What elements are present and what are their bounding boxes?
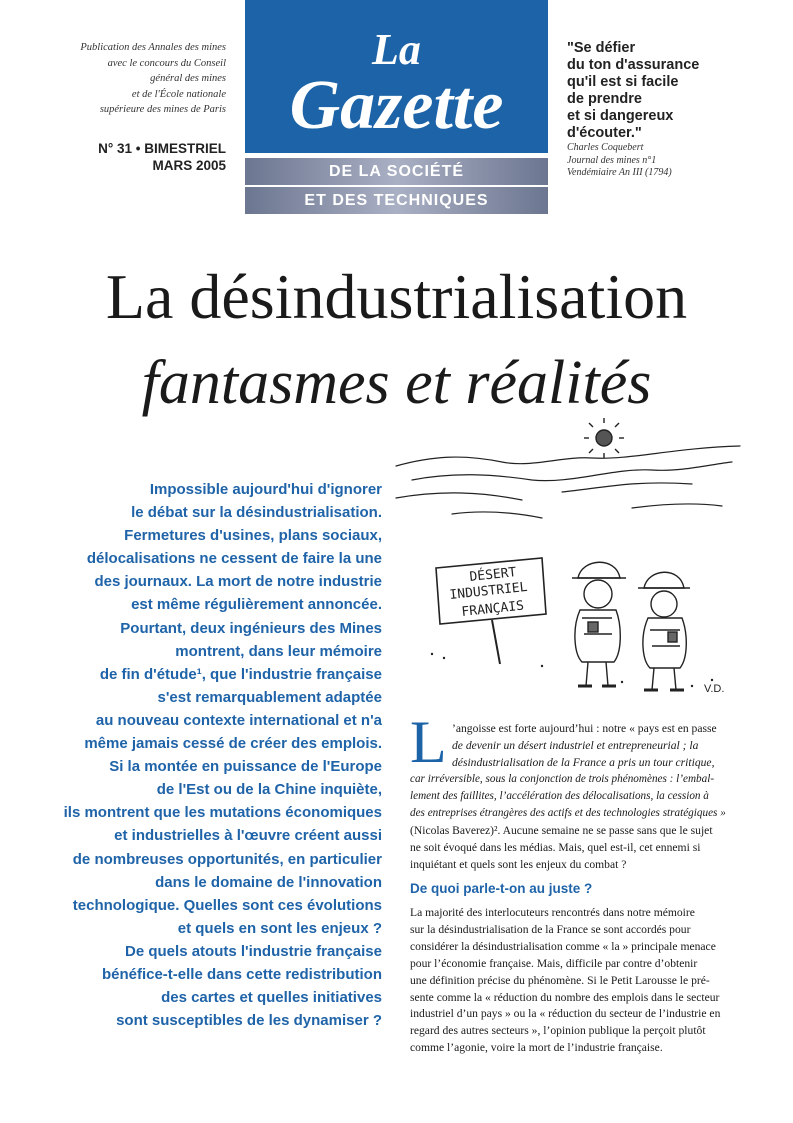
body-line: sur la désindustrialisation de la France se sont accordés pour [410, 922, 691, 936]
body-line: de devenir un désert industriel et entrepreneurial ; la [452, 739, 699, 752]
masthead-subtitle-band-2: ET DES TECHNIQUES [245, 187, 548, 214]
publisher-line: avec le concours du Conseil [107, 57, 226, 69]
body-paragraph-2 [410, 905, 750, 1057]
publisher-line: et de l'École nationale [131, 88, 226, 100]
quote-line: qu'il est si facile [567, 74, 679, 90]
lead-line: montrent, dans leur mémoire [175, 642, 382, 660]
body-line: considérer la désindustrialisation comme « la » principale menace [410, 939, 716, 953]
quote-line: du ton d'assurance [567, 57, 700, 73]
lead-line: délocalisations ne cessent de faire la une [86, 550, 382, 568]
sign-text-2: INDUSTRIEL [448, 579, 529, 603]
quote-line: et si dangereux [567, 108, 674, 124]
body-line: inquiétant et quels sont les enjeux du combat ? [410, 858, 627, 871]
lead-line: sont susceptibles de les dynamiser ? [116, 1012, 382, 1030]
lead-line: est même régulièrement annoncée. [131, 596, 382, 614]
cartoon-signature: V.D. [704, 683, 725, 695]
lead-line: et quels en sont les enjeux ? [177, 919, 382, 937]
lead-line: s'est remarquablement adaptée [157, 688, 382, 706]
masthead-gazette: Gazette [289, 67, 504, 144]
publisher-line: Publication des Annales des mines [80, 42, 226, 53]
lead-line: Impossible aujourd'hui d'ignorer [149, 481, 382, 498]
explorer-figure-right [638, 572, 690, 690]
body-line: des entreprises étrangères des actifs et des technologies stratégiques » [410, 807, 726, 819]
quote-line: "Se défier [567, 40, 636, 56]
publisher-line: supérieure des mines de Paris [99, 104, 226, 115]
drop-cap: L [410, 709, 447, 775]
body-line: sente comme la « réduction du nombre des emplois dans le secteur [410, 990, 720, 1004]
quote-source-line: Journal des mines n°1 [567, 154, 657, 166]
lead-line: des cartes et quelles initiatives [161, 989, 382, 1007]
body-line: car irréversible, sous la conjonction de trois phénomènes : l’embal- [410, 773, 715, 785]
explorer-figure-left [572, 562, 626, 686]
lead-line: Pourtant, deux ingénieurs des Mines [120, 619, 382, 637]
lead-line: le débat sur la désindustrialisation. [131, 504, 382, 522]
section-heading: De quoi parle-t-on au juste ? [410, 881, 593, 896]
lead-line: technologique. Quelles sont ces évolutions [72, 896, 382, 914]
lead-line: bénéfice-t-elle dans cette redistribution [101, 965, 382, 983]
lead-line: des journaux. La mort de notre industrie [94, 573, 382, 591]
issue-date: MARS 2005 [152, 158, 226, 173]
lead-line: dans le domaine de l'innovation [155, 873, 382, 891]
body-line: désindustrialisation de la France a pris un tour critique, [452, 756, 715, 769]
lead-line: de nombreuses opportunités, en particulier [72, 850, 382, 868]
article-subtitle: fantasmes et réalités [141, 349, 652, 417]
body-line: ’angoisse est forte aujourd’hui : notre « pays est en passe [452, 722, 717, 735]
publisher-line: général des mines [150, 73, 226, 84]
lead-line: et industrielles à l'œuvre créent aussi [114, 827, 382, 845]
lead-line: même jamais cessé de créer des emplois. [84, 735, 382, 753]
body-line: ne soit évoqué dans les médias. Mais, quel est-il, cet ennemi si [410, 841, 701, 854]
desert-dunes [396, 446, 740, 518]
masthead-subtitle-band-1: DE LA SOCIÉTÉ [245, 158, 548, 185]
sign-text-1: DÉSERT [468, 565, 518, 585]
cartoon-illustration [392, 418, 744, 700]
lead-line: de l'Est ou de la Chine inquiète, [156, 781, 382, 799]
quote-line: d'écouter." [567, 125, 642, 141]
sun-icon [584, 418, 624, 458]
article-title: La désindustrialisation [105, 261, 688, 332]
body-line: regard des autres secteurs », l’opinion publique la perçoit plutôt [410, 1024, 706, 1038]
quote-line: de prendre [567, 91, 642, 107]
body-line: (Nicolas Baverez)². Aucune semaine ne se passe sans que le sujet [410, 824, 713, 837]
quote-source-line: Vendémiaire An III (1794) [567, 167, 672, 178]
lead-line: ils montrent que les mutations économiques [63, 804, 382, 822]
body-line: comme l’agonie, voire la mort de l’industrie française. [410, 1041, 663, 1055]
quote-source-line: Charles Coquebert [567, 142, 644, 153]
lead-paragraph [48, 478, 382, 1032]
body-line: une définition précise du phénomène. Si le Petit Larousse le pré- [410, 973, 710, 987]
quote-source [567, 142, 767, 180]
body-line: industriel d’un pays » ou la « réduction du secteur de l’industrie en [410, 1007, 721, 1021]
desert-sign [436, 558, 546, 664]
body-line: La majorité des interlocuteurs rencontrés dans notre mémoire [410, 906, 695, 919]
epigraph-quote [567, 40, 767, 142]
publisher-info [40, 40, 226, 118]
lead-line: de fin d'étude¹, que l'industrie française [99, 665, 382, 683]
body-line: pour l’économie française. Mais, difficile par contre d’obtenir [410, 956, 698, 970]
lead-line: Fermetures d'usines, plans sociaux, [124, 527, 382, 545]
sign-text-3: FRANÇAIS [460, 598, 525, 620]
body-paragraph-1 [410, 720, 750, 873]
lead-line: De quels atouts l'industrie française [125, 942, 382, 960]
lead-line: Si la montée en puissance de l'Europe [109, 758, 382, 776]
lead-line: au nouveau contexte international et n'a [95, 711, 382, 729]
issue-info [40, 140, 226, 174]
body-line: lement des faillites, l’accélération des délocalisations, la cession à [410, 790, 709, 802]
issue-number: N° 31 • BIMESTRIEL [98, 141, 226, 156]
masthead-la: La [372, 25, 421, 74]
